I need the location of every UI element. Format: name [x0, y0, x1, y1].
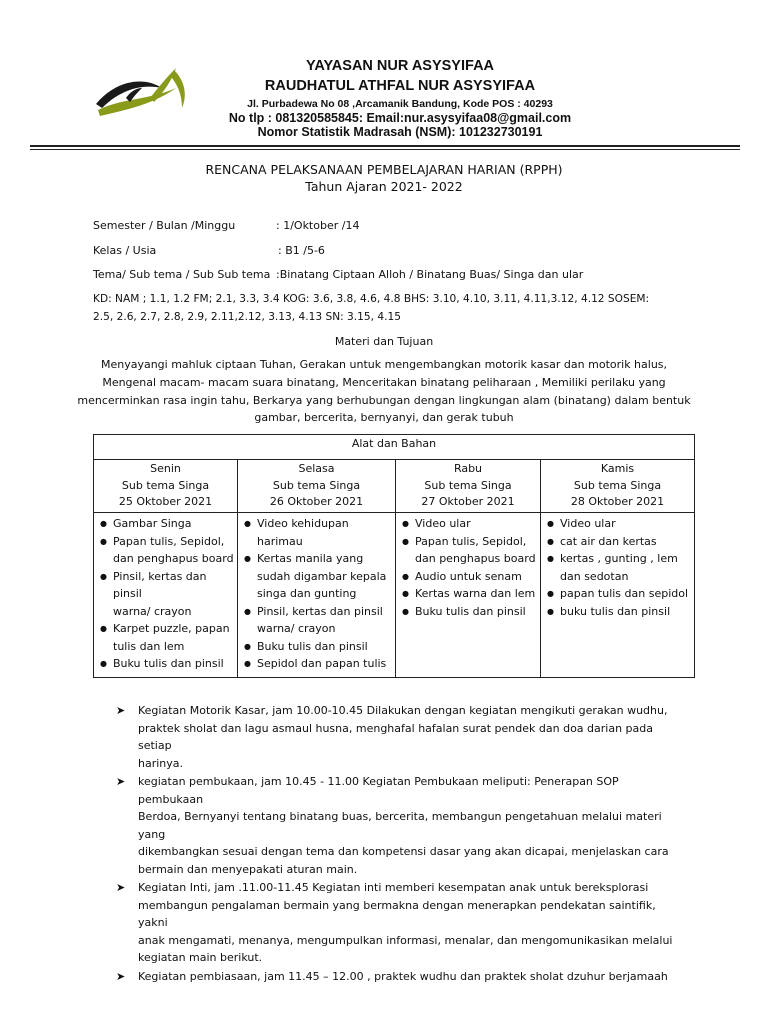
list-item-continuation: [98, 550, 236, 568]
day-date: 26 Oktober 2021: [269, 495, 364, 508]
day-subtema: Sub tema Singa: [573, 478, 662, 492]
senin-materials-list: [98, 515, 236, 673]
day-subtema: Sub tema Singa: [121, 478, 210, 492]
foundation-name: YAYASAN NUR ASYSYIFAA: [305, 58, 495, 74]
day-name: Rabu: [453, 462, 483, 475]
kamis-materials-list: [545, 515, 693, 620]
semester-label: Semester / Bulan /Minggu: [93, 219, 236, 232]
activity-item: [116, 968, 676, 986]
list-item-text: tulis dan lem: [113, 639, 185, 653]
kd-line-2: 2.5, 2.6, 2.7, 2.8, 2.9, 2.11,2.12, 3.13, 4.13 SN: 3.15, 4.15: [93, 311, 401, 323]
day-name: Selasa: [298, 462, 335, 475]
activity-line: ➤ Kegiatan pembiasaan, jam 11.45 – 12.00 , praktek wudhu dan praktek sholat dzuhur berjamaah: [138, 969, 668, 983]
materi-line: gambar, bercerita, bernyanyi, dan gerak tubuh: [254, 411, 514, 424]
activity-line: harinya.: [138, 756, 184, 770]
rabu-materials-list: [400, 515, 540, 620]
activity-line: ➤ Kegiatan Inti, jam .11.00-11.45 Kegiatan inti memberi kesempatan anak untuk bereksplorasi: [138, 881, 649, 894]
activity-line: membangun pengalaman bermain yang bermakna dengan menerapkan pendekatan saintifik, yakni: [138, 898, 656, 929]
day-name: Kamis: [600, 462, 635, 475]
list-item: ● Pinsil, kertas dan pinsil: [98, 568, 236, 603]
list-item: ● papan tulis dan sepidol: [545, 585, 693, 603]
list-item-continuation: [242, 585, 394, 603]
list-item-text: singa dan gunting: [257, 587, 357, 600]
list-item: ● Papan tulis, Sepidol,: [98, 533, 236, 551]
activity-line: ➤ kegiatan pembukaan, jam 10.45 - 11.00 Kegiatan Pembukaan meliputi: Penerapan SOP pembukaan: [138, 775, 619, 806]
activity-line: ➤ Kegiatan Motorik Kasar, jam 10.00-10.45 Dilakukan dengan kegiatan mengikuti gerakan wudhu,: [138, 704, 668, 717]
list-item: ● Kertas manila yang: [242, 550, 394, 568]
materi-line: Mengenal macam- macam suara binatang, Menceritakan binatang peliharaan , Memiliki perilaku yang: [102, 376, 666, 389]
list-item: ● Karpet puzzle, papan: [98, 620, 236, 638]
kelas-value: : B1 /5-6: [278, 244, 325, 257]
list-item-continuation: [242, 568, 394, 586]
list-item: ● Buku tulis dan pinsil: [400, 603, 540, 621]
activity-line: dikembangkan sesuai dengan tema dan kompetensi dasar yang akan dicapai, menjelaskan cara: [138, 845, 669, 858]
table-heading: Alat dan Bahan: [94, 435, 694, 460]
kelas-label: Kelas / Usia: [93, 244, 157, 257]
school-logo-icon: [92, 58, 192, 124]
activity-line: anak mengamati, menanya, mengumpulkan informasi, menalar, dan mengomunikasikan melalui: [138, 933, 673, 947]
materials-table: [93, 434, 695, 678]
list-item: ● Papan tulis, Sepidol,: [400, 533, 540, 551]
list-item-text: harimau: [257, 534, 303, 548]
list-item-continuation: [98, 603, 236, 621]
header-divider-thick: [30, 145, 740, 147]
tema-label: Tema/ Sub tema / Sub Sub tema: [93, 268, 271, 281]
materi-line: Menyayangi mahluk ciptaan Tuhan, Gerakan untuk mengembangkan motorik kasar dan motorik halus,: [100, 358, 668, 371]
list-item: ● kertas , gunting , lem: [545, 550, 693, 568]
materi-line: mencerminkan rasa ingin tahu, Berkarya yang berhubungan dengan lingkungan alam (binatang) dalam bentuk: [77, 394, 691, 407]
list-item: ● Pinsil, kertas dan pinsil: [242, 603, 394, 621]
day-date: 28 Oktober 2021: [570, 495, 665, 508]
list-item: ● Gambar Singa: [98, 515, 236, 533]
list-item: ● Buku tulis dan pinsil: [242, 638, 394, 656]
list-item-continuation: [98, 638, 236, 656]
school-contact: No tlp : 081320585845: Email:nur.asysyifaa08@gmail.com: [228, 111, 572, 125]
activity-line: praktek sholat dan lagu asmaul husna, menghafal hafalan surat pendek dan doa darian pada setiap: [138, 721, 653, 752]
list-item: ● Sepidol dan papan tulis: [242, 655, 394, 673]
activity-item: [116, 879, 676, 967]
school-name: RAUDHATUL ATHFAL NUR ASYSYIFAA: [264, 78, 536, 94]
day-subtema: Sub tema Singa: [272, 478, 361, 492]
list-item-text: warna/ crayon: [113, 604, 192, 618]
academic-year: Tahun Ajaran 2021- 2022: [305, 179, 463, 194]
list-item-continuation: [545, 568, 693, 586]
day-header-rabu: [396, 461, 540, 511]
selasa-materials-list: [242, 515, 394, 673]
day-date: 27 Oktober 2021: [421, 495, 515, 508]
day-header-selasa: [238, 461, 395, 511]
activity-line: bermain dan menyepakati aturan main.: [138, 862, 358, 876]
list-item-text: dan penghapus board: [113, 552, 234, 565]
day-header-senin: [94, 461, 237, 511]
header-divider-thin: [30, 149, 740, 150]
activity-line: Berdoa, Bernyanyi tentang binatang buas, bercerita, membangun pengetahuan melalui materi yang: [138, 810, 662, 841]
list-item: ● cat air dan kertas: [545, 533, 693, 551]
list-item: ● Video ular: [400, 515, 540, 533]
list-item-continuation: [242, 533, 394, 551]
list-item: ● Audio untuk senam: [400, 568, 540, 586]
document-title: RENCANA PELAKSANAAN PEMBELAJARAN HARIAN (RPPH): [205, 162, 563, 177]
tema-value: :Binatang Ciptaan Alloh / Binatang Buas/ Singa dan ular: [276, 268, 584, 281]
kd-line-1: KD: NAM ; 1.1, 1.2 FM; 2.1, 3.3, 3.4 KOG: 3.6, 3.8, 4.6, 4.8 BHS: 3.10, 4.10, 3.11, 4.11,3.12, 4.12 SOSEM:: [93, 293, 650, 305]
list-item: ● Kertas warna dan lem: [400, 585, 540, 603]
school-nsm: Nomor Statistik Madrasah (NSM): 101232730191: [257, 125, 543, 139]
day-date: 25 Oktober 2021: [118, 495, 213, 508]
list-item-text: dan sedotan: [560, 569, 629, 583]
semester-value: : 1/Oktober /14: [276, 219, 360, 232]
activity-line: kegiatan main berikut.: [138, 951, 263, 964]
list-item: ● Video kehidupan: [242, 515, 394, 533]
school-address: Jl. Purbadewa No 08 ,Arcamanik Bandung, Kode POS : 40293: [247, 98, 553, 110]
materi-heading: Materi dan Tujuan: [334, 335, 434, 348]
activities-list: [116, 702, 676, 985]
list-item: ● buku tulis dan pinsil: [545, 603, 693, 621]
list-item: ● Video ular: [545, 515, 693, 533]
day-header-kamis: [541, 461, 694, 511]
list-item-text: sudah digambar kepala: [257, 569, 387, 583]
list-item-continuation: [242, 620, 394, 638]
day-name: Senin: [150, 462, 181, 475]
list-item: ● Buku tulis dan pinsil: [98, 655, 236, 673]
activity-item: [116, 702, 676, 772]
activity-item: [116, 773, 676, 878]
list-item-continuation: [400, 550, 540, 568]
day-subtema: Sub tema Singa: [424, 478, 512, 492]
list-item-text: warna/ crayon: [257, 622, 336, 635]
list-item-text: dan penghapus board: [415, 552, 536, 565]
